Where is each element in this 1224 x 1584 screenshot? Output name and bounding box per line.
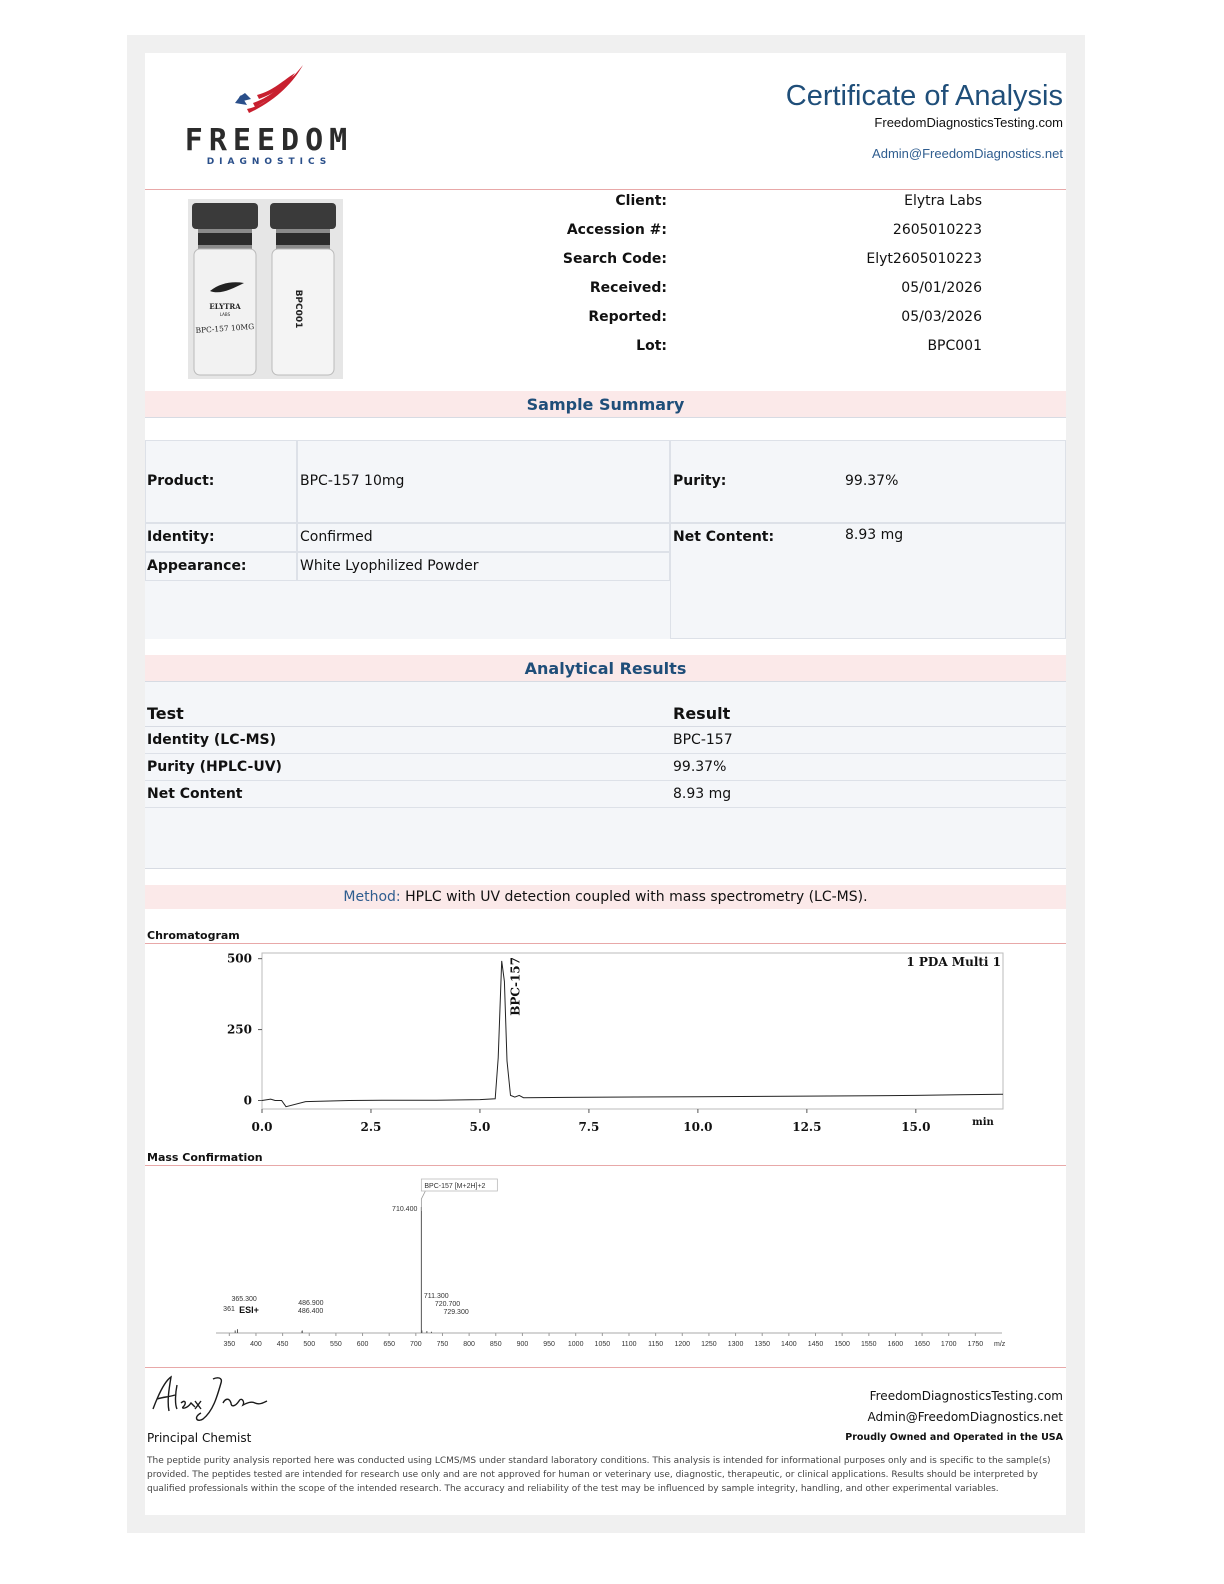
mass-x-tick-label: 1050 bbox=[594, 1341, 611, 1348]
x-tick-label: 7.5 bbox=[578, 1120, 600, 1134]
mass-x-tick-label: 1450 bbox=[807, 1341, 824, 1348]
net-content-label: Net Content: bbox=[673, 529, 775, 545]
signatory-role: Principal Chemist bbox=[147, 1431, 252, 1445]
client-info-value: 2605010223 bbox=[892, 222, 982, 238]
base-peak-annotation: BPC-157 [M+2H]+2 bbox=[424, 1183, 486, 1190]
header-email[interactable]: Admin@FreedomDiagnostics.net bbox=[872, 146, 1063, 161]
x-tick-label: 10.0 bbox=[683, 1120, 713, 1134]
product-label: Product: bbox=[147, 473, 215, 489]
mass-x-tick-label: 1400 bbox=[781, 1341, 797, 1348]
mass-peak-label: 729.300 bbox=[443, 1309, 469, 1316]
mass-peak-label: 720.700 bbox=[434, 1301, 461, 1308]
client-info-value: Elytra Labs bbox=[904, 193, 982, 209]
test-name: Net Content bbox=[147, 786, 243, 802]
svg-text:LABS: LABS bbox=[219, 312, 231, 317]
certificate-page bbox=[145, 53, 1066, 1515]
svg-text:BPC-157 10MG: BPC-157 10MG bbox=[195, 321, 255, 336]
signature-image bbox=[147, 1373, 269, 1425]
client-info-label: Accession #: bbox=[566, 222, 667, 238]
mass-x-tick-label: 1000 bbox=[567, 1341, 584, 1348]
logo-subtext: DIAGNOSTICS bbox=[206, 157, 332, 167]
client-info-value: Elyt2605010223 bbox=[866, 251, 982, 267]
peak-label: BPC-157 bbox=[508, 957, 523, 1016]
client-info-label: Reported: bbox=[588, 309, 667, 325]
mass-x-tick-label: 1600 bbox=[887, 1341, 904, 1348]
x-axis-unit: min bbox=[972, 1117, 994, 1128]
method-label: Method: bbox=[343, 889, 401, 905]
mass-x-tick-label: 450 bbox=[276, 1341, 289, 1348]
mass-x-tick-label: 650 bbox=[383, 1341, 396, 1348]
mass-x-tick-label: 550 bbox=[330, 1341, 342, 1348]
mass-peak-label: 486.400 bbox=[298, 1308, 324, 1315]
ion-mode-label: ESI+ bbox=[239, 1305, 259, 1315]
svg-text:ELYTRA: ELYTRA bbox=[209, 302, 241, 311]
disclaimer-text: The peptide purity analysis reported here was conducted using LCMS/MS under standard laboratory conditions. This analysis is intended for informational purposes only and is specific to the sample(s) provided. The peptides tested are intended for research use only and are not approved for human or veterinary use, diagnostic, therapeutic, or clinical applications. Results should be interpreted by qualified professionals within the scope of the intended research. The accuracy and reliability of the test may be influenced by sample integrity, handling, and other experimental variables. bbox=[147, 1456, 1051, 1494]
purity-label: Purity: bbox=[673, 473, 727, 489]
mass-spectrum-chart bbox=[145, 1167, 1066, 1357]
mass-peak-label: 711.300 bbox=[423, 1293, 449, 1300]
flag-swoosh-logo-icon bbox=[227, 65, 307, 120]
chromatogram-trace bbox=[262, 961, 1003, 1107]
client-info-label: Received: bbox=[589, 280, 667, 296]
x-tick-label: 5.0 bbox=[469, 1120, 491, 1134]
mass-x-tick-label: 1150 bbox=[648, 1341, 664, 1348]
table-row bbox=[145, 781, 1066, 808]
chromatogram-title: Chromatogram bbox=[147, 929, 240, 942]
sample-summary-title: Sample Summary bbox=[526, 395, 685, 414]
mass-x-tick-label: 350 bbox=[223, 1341, 236, 1348]
mass-x-tick-label: 1700 bbox=[940, 1341, 957, 1348]
y-tick-label: 0 bbox=[243, 1093, 252, 1108]
identity-value: Confirmed bbox=[300, 529, 373, 545]
mass-x-tick-label: 1250 bbox=[701, 1341, 717, 1348]
method-line bbox=[145, 889, 1066, 905]
col-result-header: Result bbox=[673, 704, 731, 723]
mass-confirmation-title: Mass Confirmation bbox=[147, 1151, 263, 1164]
client-info-value: BPC001 bbox=[927, 338, 982, 354]
mass-x-tick-label: 850 bbox=[489, 1341, 502, 1348]
logo-wordmark: FREEDOM bbox=[184, 123, 354, 158]
vial-cap-right bbox=[270, 203, 336, 229]
mass-x-tick-label: 400 bbox=[250, 1341, 262, 1348]
x-tick-label: 12.5 bbox=[792, 1120, 822, 1134]
mass-x-tick-label: 950 bbox=[543, 1341, 555, 1348]
test-result: 8.93 mg bbox=[673, 786, 732, 802]
test-result: BPC-157 bbox=[673, 732, 733, 748]
annotation-leader bbox=[421, 1191, 425, 1211]
client-info-value: 05/03/2026 bbox=[901, 309, 982, 325]
footer-website[interactable]: FreedomDiagnosticsTesting.com bbox=[869, 1389, 1063, 1403]
chromatogram-chart bbox=[145, 945, 1066, 1150]
mass-x-tick-label: 900 bbox=[516, 1341, 529, 1348]
mass-x-unit: m/z bbox=[994, 1341, 1006, 1348]
mass-x-tick-label: 1550 bbox=[860, 1341, 877, 1348]
x-tick-label: 2.5 bbox=[360, 1120, 382, 1134]
client-info-value: 05/01/2026 bbox=[901, 280, 982, 296]
mass-x-tick-label: 1300 bbox=[727, 1341, 744, 1348]
test-result: 99.37% bbox=[673, 759, 727, 775]
appearance-value: White Lyophilized Powder bbox=[300, 558, 479, 574]
header-divider bbox=[145, 189, 1066, 190]
net-content-value: 8.93 mg bbox=[845, 527, 904, 543]
svg-text:BPC001: BPC001 bbox=[293, 289, 303, 329]
y-tick-label: 500 bbox=[226, 951, 252, 966]
test-name: Purity (HPLC-UV) bbox=[147, 759, 282, 775]
mass-x-tick-label: 1350 bbox=[754, 1341, 770, 1348]
mass-x-tick-label: 1100 bbox=[621, 1341, 637, 1348]
client-info-label: Lot: bbox=[636, 338, 667, 354]
test-name: Identity (LC-MS) bbox=[147, 732, 277, 748]
mass-peak-label: 361 bbox=[223, 1306, 235, 1313]
x-tick-label: 0.0 bbox=[251, 1120, 273, 1134]
mass-x-tick-label: 800 bbox=[463, 1341, 475, 1348]
mass-peak-label: 365.300 bbox=[231, 1296, 257, 1303]
product-vials-photo bbox=[188, 199, 343, 379]
document-title: Certificate of Analysis bbox=[785, 80, 1063, 112]
col-test-header: Test bbox=[147, 704, 184, 723]
client-info-label: Client: bbox=[615, 193, 667, 209]
mass-x-tick-label: 600 bbox=[356, 1341, 369, 1348]
identity-label: Identity: bbox=[147, 529, 215, 545]
table-row bbox=[145, 754, 1066, 781]
footer-email[interactable]: Admin@FreedomDiagnostics.net bbox=[867, 1410, 1063, 1424]
purity-value: 99.37% bbox=[845, 473, 899, 489]
appearance-label: Appearance: bbox=[147, 558, 247, 574]
header-website[interactable]: FreedomDiagnosticsTesting.com bbox=[874, 115, 1063, 130]
y-tick-label: 250 bbox=[226, 1022, 252, 1037]
mass-x-tick-label: 1650 bbox=[914, 1341, 930, 1348]
client-info-label: Search Code: bbox=[562, 251, 667, 267]
vial-cap-left bbox=[192, 203, 258, 229]
table-row bbox=[145, 727, 1066, 754]
mass-x-tick-label: 1500 bbox=[834, 1341, 850, 1348]
mass-x-tick-label: 700 bbox=[409, 1341, 422, 1348]
footer-tagline: Proudly Owned and Operated in the USA bbox=[845, 1432, 1063, 1443]
mass-x-tick-label: 1200 bbox=[674, 1341, 691, 1348]
mass-x-tick-label: 500 bbox=[303, 1341, 316, 1348]
chromatogram-plot-frame bbox=[262, 953, 1003, 1109]
analytical-title: Analytical Results bbox=[524, 659, 687, 678]
chromatogram-legend: 1 PDA Multi 1 bbox=[906, 955, 1001, 969]
mass-peak-label: 710.400 bbox=[392, 1206, 418, 1213]
mass-x-tick-label: 750 bbox=[436, 1341, 449, 1348]
method-text: HPLC with UV detection coupled with mass spectrometry (LC-MS). bbox=[400, 889, 868, 905]
x-tick-label: 15.0 bbox=[901, 1120, 931, 1134]
product-value: BPC-157 10mg bbox=[300, 473, 405, 489]
mass-x-tick-label: 1750 bbox=[967, 1341, 984, 1348]
mass-peak-label: 486.900 bbox=[298, 1300, 324, 1307]
